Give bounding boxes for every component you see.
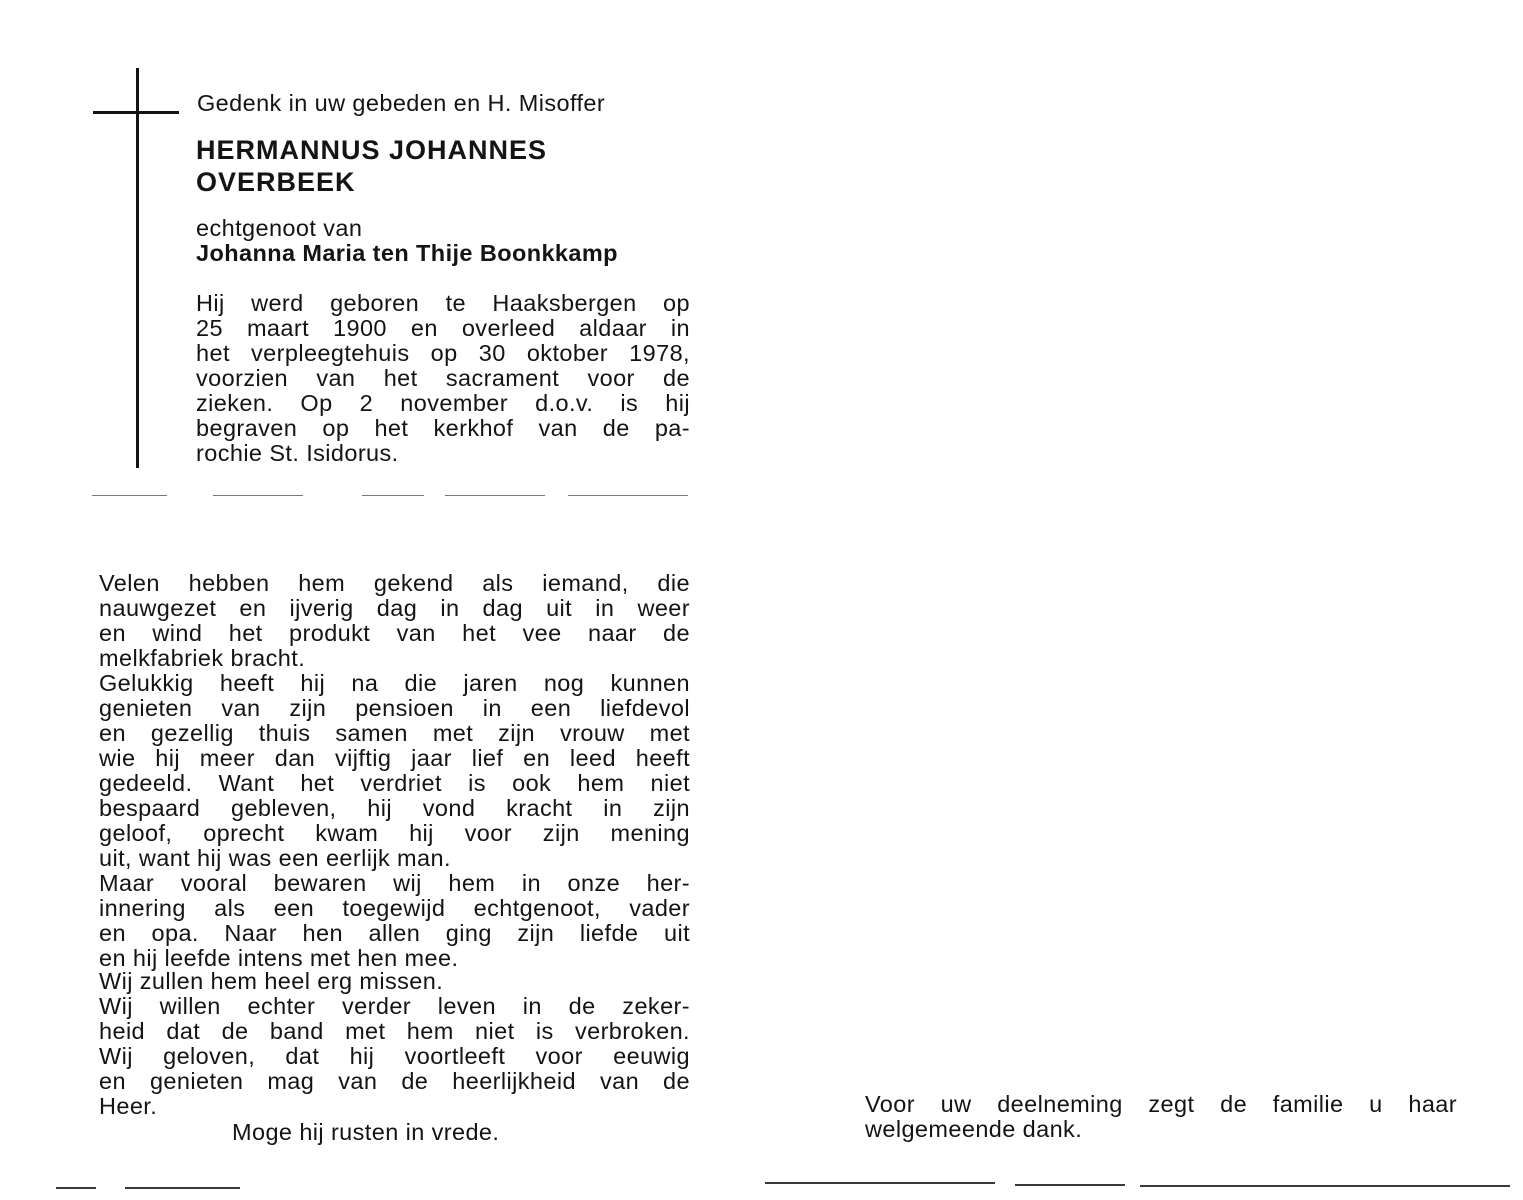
closing-line: Moge hij rusten in vrede.	[232, 1119, 500, 1145]
cut-line-segment	[362, 495, 424, 496]
tribute-line: en genieten mag van de heerlijkheid van de	[99, 1068, 690, 1094]
opening-line: Gedenk in uw gebeden en H. Misoffer	[197, 90, 606, 116]
deceased-name-line2: OVERBEEK	[196, 167, 356, 197]
tribute-line: Wij geloven, dat hij voortleeft voor eeuwig	[99, 1043, 690, 1069]
thanks-line: welgemeende dank.	[865, 1116, 1083, 1142]
tribute-line: innering als een toegewijd echtgenoot, vader	[99, 895, 690, 921]
tribute-line: heid dat de band met hem niet is verbroken.	[99, 1018, 690, 1044]
tribute-line: en opa. Naar hen allen ging zijn liefde uit	[99, 920, 690, 946]
tribute-line: bespaard gebleven, hij vond kracht in zijn	[99, 795, 690, 821]
cut-line-segment	[1015, 1184, 1125, 1186]
deceased-name-line1: HERMANNUS JOHANNES	[196, 135, 548, 165]
cross-icon-vertical	[136, 68, 139, 468]
cut-line-segment	[568, 495, 688, 496]
bio-line: zieken. Op 2 november d.o.v. is hij	[196, 390, 690, 416]
tribute-line: genieten van zijn pensioen in een liefdevol	[99, 695, 690, 721]
tribute-line: Velen hebben hem gekend als iemand, die	[99, 570, 690, 596]
tribute-line: melkfabriek bracht.	[99, 645, 306, 671]
tribute-line: wie hij meer dan vijftig jaar lief en leed heeft	[99, 745, 690, 771]
bio-line: rochie St. Isidorus.	[196, 440, 399, 466]
tribute-line: nauwgezet en ijverig dag in dag uit in weer	[99, 595, 690, 621]
cut-line-segment	[445, 495, 545, 496]
bio-line: het verpleegtehuis op 30 oktober 1978,	[196, 340, 690, 366]
tribute-line: gedeeld. Want het verdriet is ook hem niet	[99, 770, 690, 796]
tribute-line: uit, want hij was een eerlijk man.	[99, 845, 451, 871]
bio-line: begraven op het kerkhof van de pa-	[196, 415, 690, 441]
bio-line: Hij werd geboren te Haaksbergen op	[196, 290, 690, 316]
bio-line: 25 maart 1900 en overleed aldaar in	[196, 315, 690, 341]
tribute-line: geloof, oprecht kwam hij voor zijn mening	[99, 820, 690, 846]
tribute-line: en gezellig thuis samen met zijn vrouw met	[99, 720, 690, 746]
tribute-line: Wij zullen hem heel erg missen.	[99, 968, 444, 994]
tribute-line: Gelukkig heeft hij na die jaren nog kunnen	[99, 670, 690, 696]
cut-line-segment	[1140, 1185, 1510, 1187]
cut-line-segment	[213, 495, 303, 496]
tribute-line: en hij leefde intens met hen mee.	[99, 945, 459, 971]
spouse-label: echtgenoot van	[196, 215, 363, 241]
thanks-line: Voor uw deelneming zegt de familie u haar	[865, 1091, 1457, 1117]
tribute-line: Heer.	[99, 1093, 158, 1119]
tribute-line: Wij willen echter verder leven in de zeker-	[99, 993, 690, 1019]
cut-line-segment	[92, 495, 167, 496]
tribute-line: en wind het produkt van het vee naar de	[99, 620, 690, 646]
cross-icon-horizontal	[93, 111, 179, 114]
cut-line-segment	[56, 1187, 96, 1189]
spouse-name: Johanna Maria ten Thije Boonkkamp	[196, 240, 618, 266]
tribute-line: Maar vooral bewaren wij hem in onze her-	[99, 870, 690, 896]
cut-line-segment	[125, 1187, 240, 1189]
cut-line-segment	[765, 1182, 995, 1184]
bio-line: voorzien van het sacrament voor de	[196, 365, 690, 391]
